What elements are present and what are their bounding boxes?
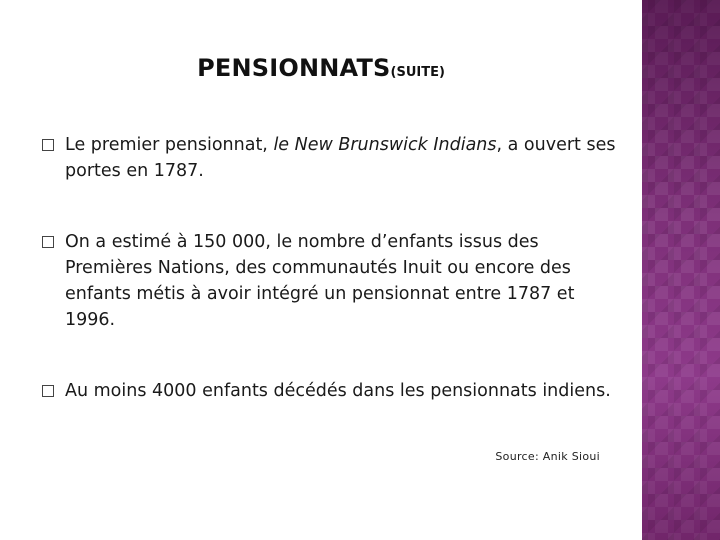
decorative-side-panel (642, 0, 720, 540)
bullet-text (65, 132, 622, 184)
list-item (42, 132, 622, 184)
source-citation: Source: Anik Sioui (495, 450, 600, 463)
bullet-text: On a estimé à 150 000, le nombre d’enfants issus des Premières Nations, des communautés Inuit ou encore des enfants métis à avoir intégré un pensionnat entre 1787 et 1996. (65, 232, 575, 330)
title-suffix: (SUITE) (390, 65, 445, 80)
slide-title (0, 54, 642, 82)
bullet-text-italic: le New Brunswick Indians (273, 135, 497, 155)
checkbox-square-icon (42, 236, 54, 248)
bullet-text-before: Le premier pensionnat, (65, 135, 274, 155)
bullet-list (42, 132, 622, 404)
checkbox-square-icon (42, 139, 54, 151)
bullet-text: Au moins 4000 enfants décédés dans les pensionnats indiens. (65, 381, 611, 401)
list-item (42, 229, 622, 333)
title-main: PENSIONNATS (197, 54, 391, 82)
bullet-text-after: , a ouvert ses portes en 1787. (65, 135, 616, 181)
checkbox-square-icon (42, 385, 54, 397)
list-item (42, 378, 622, 404)
